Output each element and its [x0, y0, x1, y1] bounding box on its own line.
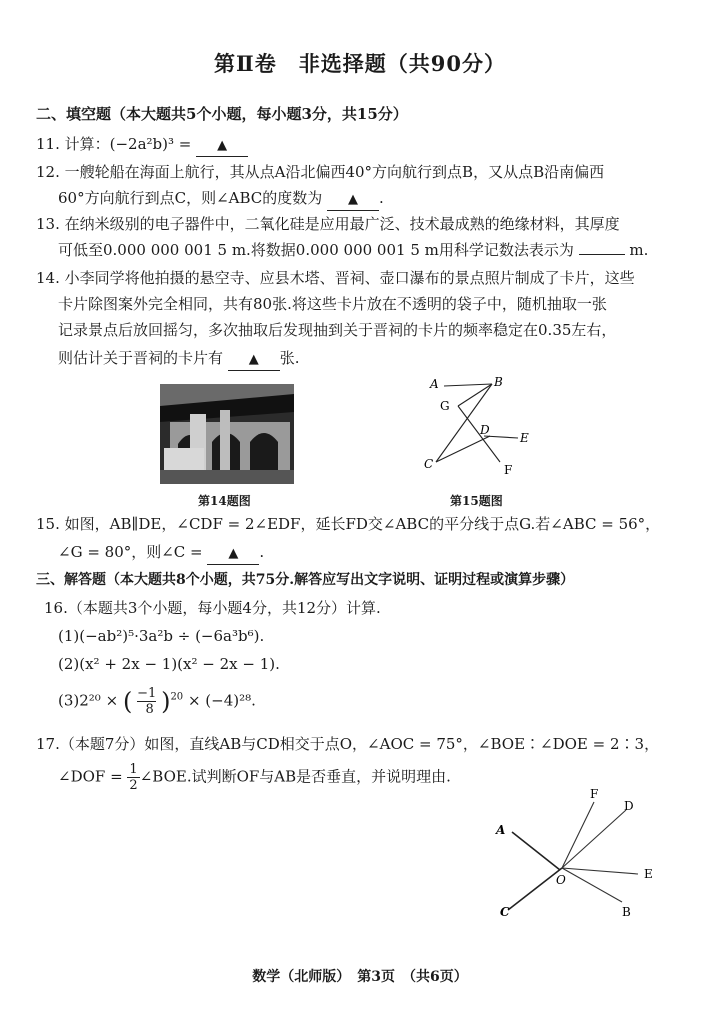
fraction-numerator: 1: [129, 762, 138, 777]
question-15-line-1: 15. 如图，AB∥DE，∠CDF = 2∠EDF，延长FD交∠ABC的平分线于点G.若∠ABC = 56°，: [36, 515, 661, 533]
temple-photo-image: [160, 384, 294, 484]
line-bg: [458, 384, 492, 406]
question-14-text: 则估计关于晋祠的卡片有: [58, 349, 224, 367]
fraction-numerator: 1: [148, 686, 157, 701]
fig17-label-d: D: [624, 799, 634, 813]
page-footer: 数学（北师版） 第3页 （共6页）: [252, 969, 468, 985]
fig17-label-c: C: [500, 905, 510, 919]
question-11-text: 11. 计算：(−2a²b)³ =: [36, 135, 192, 153]
question-17-line-1: 17.（本题7分）如图，直线AB与CD相交于点O，∠AOC = 75°，∠BOE∶∠DOE = 2∶3，: [36, 735, 660, 753]
question-17-line-2: [58, 762, 451, 796]
question-16-part-1: (1)(−ab²)⁵·3a²b ÷ (−6a³b⁶).: [58, 627, 265, 645]
fig17-label-a: A: [496, 823, 506, 837]
question-14-line-4: [58, 348, 300, 371]
figure-14-caption: 第14题图: [198, 494, 251, 508]
question-14-line-1: 14. 小李同学将他拍摄的悬空寺、应县木塔、晋祠、壶口瀑布的景点照片制成了卡片，这些: [36, 269, 635, 287]
figure-15-caption: 第15题图: [450, 494, 503, 508]
question-12-text: 60°方向航行到点C，则∠ABC的度数为: [58, 189, 323, 207]
figure-17-diagram: [490, 784, 670, 934]
fig15-label-a: A: [430, 377, 439, 391]
open-paren: (: [122, 687, 133, 716]
fraction-denominator: 2: [129, 778, 138, 793]
question-16-intro: 16.（本题共3个小题，每小题4分，共12分）计算.: [44, 599, 381, 617]
q17-prefix: ∠DOF =: [58, 767, 123, 786]
fig15-label-e: E: [520, 431, 529, 445]
section-2-heading: 二、填空题（本大题共5个小题，每小题3分，共15分）: [36, 105, 408, 123]
question-15-tail: .: [259, 543, 265, 561]
ray-oe: [562, 868, 638, 874]
question-12-line-2: [58, 188, 384, 211]
line-cd: [436, 436, 490, 462]
question-16-part-2: (2)(x² + 2x − 1)(x² − 2x − 1).: [58, 655, 280, 673]
fig17-label-o: O: [556, 873, 566, 887]
answer-blank-13: [579, 254, 625, 255]
part-3-suffix: × (−4)²⁸.: [187, 691, 256, 710]
fraction-1-2: [127, 762, 139, 793]
question-11: [36, 134, 248, 157]
answer-mark: ▲: [348, 192, 359, 207]
question-13-unit: m.: [629, 241, 649, 259]
fig15-label-f: F: [504, 463, 513, 477]
fig15-label-g: G: [440, 399, 450, 413]
close-paren: ): [161, 687, 171, 716]
ray-oc: [508, 868, 562, 910]
answer-mark: ▲: [228, 546, 239, 561]
fig15-label-c: C: [424, 457, 434, 471]
question-14-line-3: 记录景点后放回摇匀，多次抽取后发现抽到关于晋祠的卡片的频率稳定在0.35左右，: [58, 321, 617, 339]
ray-of: [562, 802, 594, 868]
page-title: 第Ⅱ卷 非选择题（共90分）: [214, 51, 506, 76]
part-3-prefix: (3)2²⁰ ×: [58, 691, 119, 710]
question-12-line-1: 12. 一艘轮船在海面上航行，其从点A沿北偏西40°方向航行到点B，又从点B沿南偏西: [36, 163, 605, 181]
answer-blank-15: [207, 544, 259, 565]
fig15-label-b: B: [494, 375, 503, 389]
ray-oa: [512, 832, 560, 870]
question-12-tail: .: [379, 189, 384, 207]
question-16-part-3: [58, 686, 256, 726]
figure-15-diagram: [418, 370, 538, 482]
fig17-label-e: E: [644, 867, 653, 881]
question-13-text: 可低至0.000 000 001 5 m.将数据0.000 000 001 5 m用科学记数法表示为: [58, 241, 574, 259]
answer-blank-11: [196, 136, 248, 157]
fig15-label-d: D: [480, 423, 490, 437]
line-gf: [458, 406, 500, 462]
line-ab: [444, 384, 492, 386]
question-15-text: ∠G = 80°，则∠C =: [58, 543, 203, 561]
figure-14-photo: [160, 384, 294, 484]
answer-mark: ▲: [217, 138, 228, 153]
question-14-tail: 张.: [279, 349, 300, 367]
question-13-line-1: 13. 在纳米级别的电子器件中，二氧化硅是应用最广泛、技术最成熟的绝缘材料，其厚度: [36, 215, 620, 233]
fraction-denominator: 8: [137, 701, 156, 717]
answer-blank-12: [327, 190, 379, 211]
section-3-heading: 三、解答题（本大题共8个小题，共75分.解答应写出文字说明、证明过程或演算步骤）: [36, 572, 575, 588]
answer-mark: ▲: [248, 352, 259, 367]
ray-od: [562, 810, 626, 868]
fig17-label-f: F: [590, 787, 599, 801]
fig17-label-b: B: [622, 905, 631, 919]
question-13-line-2: [58, 240, 648, 260]
ray-ob: [562, 868, 622, 902]
q17-suffix: ∠BOE.试判断OF与AB是否垂直，并说明理由.: [139, 767, 451, 786]
question-15-line-2: [58, 542, 264, 565]
exponent: 20: [170, 691, 184, 703]
answer-blank-14: [228, 350, 280, 371]
fraction-1-8: $\frac{-1}{8}$: [137, 686, 157, 717]
question-14-line-2: 卡片除图案外完全相同，共有80张.将这些卡片放在不透明的袋子中，随机抽取一张: [58, 295, 607, 313]
